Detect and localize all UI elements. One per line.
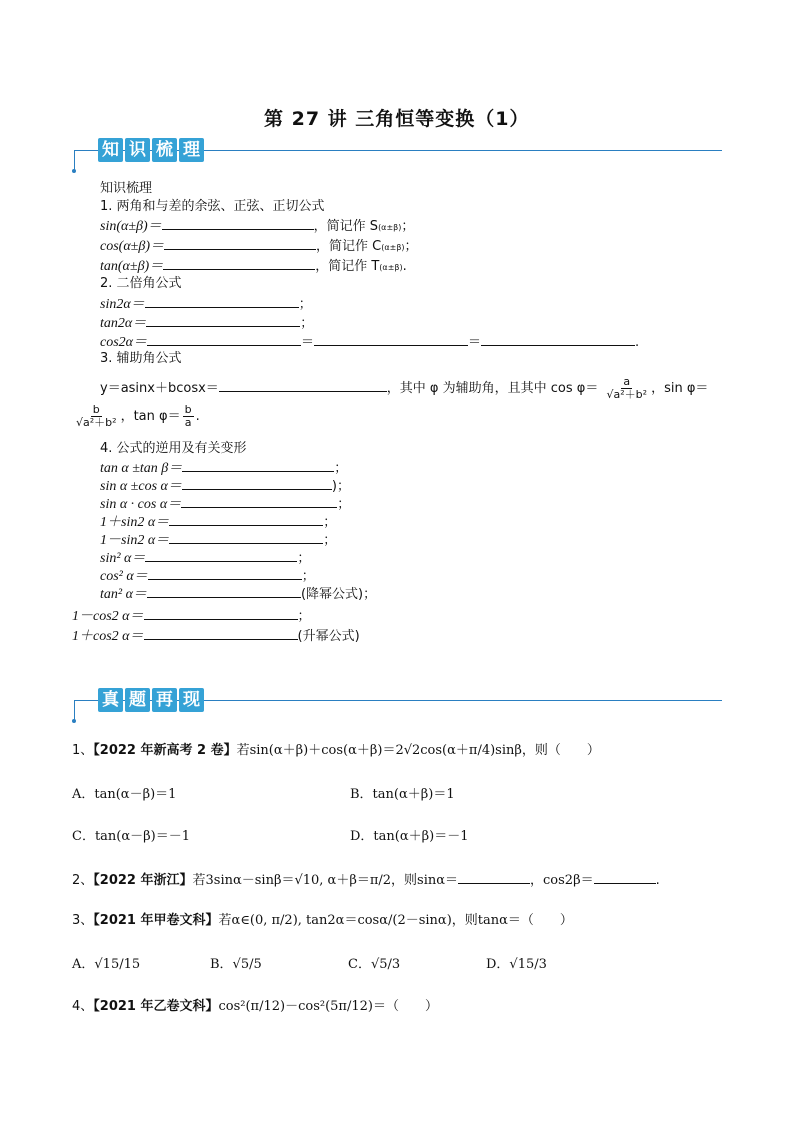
item1-title: 1. 两角和与差的余弦、正弦、正切公式 xyxy=(100,199,325,214)
variant-6: sin² α＝ ； xyxy=(100,551,311,566)
question-3: 3、【2021 年甲卷文科】若α∈(0, π/2), tan2α＝cosα/(2－sinα)，则tanα＝（ ） xyxy=(72,913,573,928)
header-char: 题 xyxy=(125,688,150,712)
formula-auxiliary-cont: $\frac{b}{\text{√a²＋b²}}$ ，tan φ＝ $\frac{b}{a}$ . xyxy=(76,403,200,429)
question-1: 1、【2022 年新高考 2 卷】若sin(α＋β)＋cos(α＋β)＝2√2cos(α＋π/4)sinβ，则（ ） xyxy=(72,743,600,758)
header-char: 理 xyxy=(179,138,204,162)
formula-sin-sum: sin(α±β)＝ ，简记作 S(α±β)； xyxy=(100,219,415,234)
fraction-cos-phi: $\frac{a}{\text{√a²＋b²}}$ xyxy=(606,375,648,401)
fraction-sin-phi: $\frac{b}{\text{√a²＋b²}}$ xyxy=(76,403,117,429)
variant-9: 1－cos2 α＝ ； xyxy=(72,609,311,624)
item2-title: 2. 二倍角公式 xyxy=(100,276,182,291)
variant-1: tan α ±tan β＝ ； xyxy=(100,461,348,476)
question-4: 4、【2021 年乙卷文科】cos²(π/12)－cos²(5π/12)＝（ ） xyxy=(72,999,438,1014)
section-header-knowledge xyxy=(70,138,722,170)
header-char: 知 xyxy=(98,138,123,162)
q3-option-d: D．√15/3 xyxy=(486,957,547,972)
q1-option-c: C．tan(α－β)＝－1 xyxy=(72,829,191,844)
header-char: 再 xyxy=(152,688,177,712)
variant-10: 1＋cos2 α＝ (升幂公式) xyxy=(72,629,360,644)
q1-option-a: A．tan(α－β)＝1 xyxy=(72,787,177,802)
header-dot xyxy=(72,169,76,173)
variant-2: sin α ±cos α＝ )； xyxy=(100,479,350,494)
variant-7: cos² α＝ ； xyxy=(100,569,315,584)
header-title-boxes xyxy=(98,138,206,162)
header-char: 真 xyxy=(98,688,123,712)
q1-option-b: B．tan(α＋β)＝1 xyxy=(350,787,455,802)
variant-4: 1＋sin2 α＝ ； xyxy=(100,515,337,530)
page-title: 第 27 讲 三角恒等变换（1） xyxy=(264,108,530,130)
knowledge-subtitle: 知识梳理 xyxy=(100,181,153,196)
formula-cos2: cos2α＝ ＝ ＝ . xyxy=(100,335,640,350)
q3-option-b: B．√5/5 xyxy=(210,957,262,972)
fraction-tan-phi: $\frac{b}{a}$ xyxy=(184,403,192,429)
q1-option-d: D．tan(α＋β)＝－1 xyxy=(350,829,469,844)
formula-tan2: tan2α＝ ； xyxy=(100,316,314,331)
variant-3: sin α · cos α＝ ； xyxy=(100,497,351,512)
item3-title: 3. 辅助角公式 xyxy=(100,351,182,366)
item4-title: 4. 公式的逆用及有关变形 xyxy=(100,441,247,456)
header-title-boxes xyxy=(98,688,206,712)
formula-tan-sum: tan(α±β)＝ ，简记作 T(α±β). xyxy=(100,259,407,274)
formula-auxiliary: y＝asinx＋bcosx＝ ，其中 φ 为辅助角，且其中 cos φ＝ $\frac{a}{\text{√a²＋b²}}$ ，sin φ＝ xyxy=(100,375,709,401)
q3-option-a: A．√15/15 xyxy=(72,957,141,972)
section-header-exam xyxy=(70,688,722,720)
header-char: 梳 xyxy=(152,138,177,162)
header-dot xyxy=(72,719,76,723)
question-2: 2、【2022 年浙江】若3sinα－sinβ＝√10, α＋β＝π/2，则sinα＝ ，cos2β＝ . xyxy=(72,873,660,888)
q3-option-c: C．√5/3 xyxy=(348,957,401,972)
formula-cos-sum: cos(α±β)＝ ，简记作 C(α±β)； xyxy=(100,239,418,254)
header-char: 现 xyxy=(179,688,204,712)
formula-sin2: sin2α＝ ； xyxy=(100,297,312,312)
header-char: 识 xyxy=(125,138,150,162)
variant-5: 1－sin2 α＝ ； xyxy=(100,533,337,548)
header-vrule xyxy=(74,150,75,170)
variant-8: tan² α＝ (降幂公式)； xyxy=(100,587,377,602)
header-vrule xyxy=(74,700,75,720)
